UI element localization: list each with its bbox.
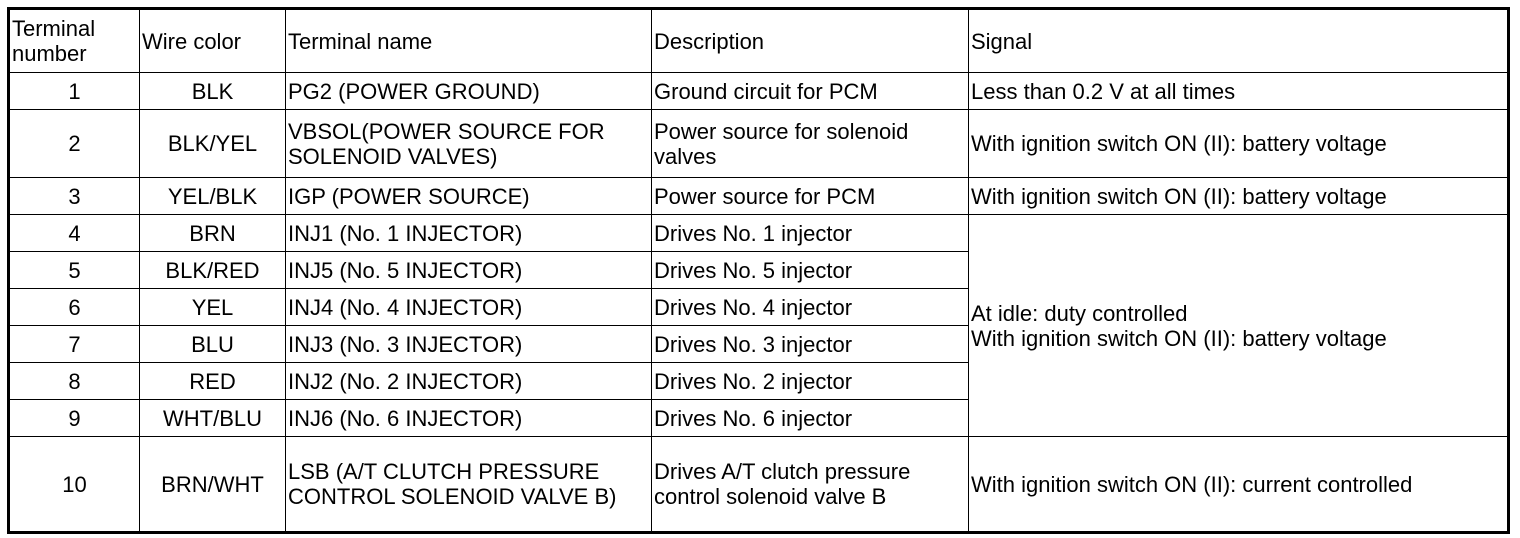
table-row <box>9 437 1509 533</box>
terminal-number-cell: 10 <box>9 437 140 533</box>
header-description: Description <box>652 9 969 73</box>
terminal-number-cell: 1 <box>9 73 140 110</box>
terminal-number-cell: 8 <box>9 363 140 400</box>
wire-color-cell: WHT/BLU <box>140 400 286 437</box>
terminal-number-cell: 9 <box>9 400 140 437</box>
description-cell: Drives No. 5 injector <box>652 252 969 289</box>
injector-signal-line1: At idle: duty controlled <box>971 300 1188 326</box>
description-cell: Drives No. 1 injector <box>652 215 969 252</box>
wire-color-cell: BLU <box>140 326 286 363</box>
terminal-name-cell: INJ6 (No. 6 INJECTOR) <box>286 400 652 437</box>
description-cell: Power source for PCM <box>652 178 969 215</box>
description-cell: Drives No. 4 injector <box>652 289 969 326</box>
terminal-number-cell: 7 <box>9 326 140 363</box>
table-row <box>9 110 1509 178</box>
description-cell: Drives No. 6 injector <box>652 400 969 437</box>
table-header-row <box>9 9 1509 73</box>
signal-cell: With ignition switch ON (II): current controlled <box>969 437 1509 533</box>
header-terminal-name: Terminal name <box>286 9 652 73</box>
header-signal: Signal <box>969 9 1509 73</box>
terminal-name-cell: IGP (POWER SOURCE) <box>286 178 652 215</box>
wire-color-cell: BLK/RED <box>140 252 286 289</box>
terminal-number-cell: 5 <box>9 252 140 289</box>
signal-cell: With ignition switch ON (II): battery voltage <box>969 110 1509 178</box>
table-row <box>9 215 1509 252</box>
wire-color-cell: BLK/YEL <box>140 110 286 178</box>
description-cell: Drives No. 2 injector <box>652 363 969 400</box>
signal-cell: With ignition switch ON (II): battery voltage <box>969 178 1509 215</box>
wire-color-cell: YEL <box>140 289 286 326</box>
table-row <box>9 73 1509 110</box>
description-cell: Ground circuit for PCM <box>652 73 969 110</box>
wire-color-cell: BRN/WHT <box>140 437 286 533</box>
terminal-name-cell: INJ5 (No. 5 INJECTOR) <box>286 252 652 289</box>
terminal-table <box>7 7 1510 534</box>
terminal-name-cell: VBSOL(POWER SOURCE FOR SOLENOID VALVES) <box>286 110 652 178</box>
wire-color-cell: RED <box>140 363 286 400</box>
terminal-name-cell: INJ1 (No. 1 INJECTOR) <box>286 215 652 252</box>
table-row <box>9 178 1509 215</box>
terminal-name-cell: INJ2 (No. 2 INJECTOR) <box>286 363 652 400</box>
description-cell: Drives A/T clutch pressure control solenoid valve B <box>652 437 969 533</box>
wire-color-cell: YEL/BLK <box>140 178 286 215</box>
terminal-number-cell: 6 <box>9 289 140 326</box>
terminal-name-cell: INJ4 (No. 4 INJECTOR) <box>286 289 652 326</box>
terminal-number-cell: 2 <box>9 110 140 178</box>
terminal-name-cell: LSB (A/T CLUTCH PRESSURE CONTROL SOLENOID VALVE B) <box>286 437 652 533</box>
terminal-number-cell: 4 <box>9 215 140 252</box>
injector-signal-cell <box>969 215 1509 437</box>
header-wire-color: Wire color <box>140 9 286 73</box>
injector-signal-line2: With ignition switch ON (II): battery voltage <box>971 325 1387 351</box>
header-terminal-number: Terminal number <box>9 9 140 73</box>
terminal-name-cell: PG2 (POWER GROUND) <box>286 73 652 110</box>
wire-color-cell: BRN <box>140 215 286 252</box>
description-cell: Power source for solenoid valves <box>652 110 969 178</box>
terminal-name-cell: INJ3 (No. 3 INJECTOR) <box>286 326 652 363</box>
terminal-number-cell: 3 <box>9 178 140 215</box>
description-cell: Drives No. 3 injector <box>652 326 969 363</box>
wire-color-cell: BLK <box>140 73 286 110</box>
signal-cell: Less than 0.2 V at all times <box>969 73 1509 110</box>
